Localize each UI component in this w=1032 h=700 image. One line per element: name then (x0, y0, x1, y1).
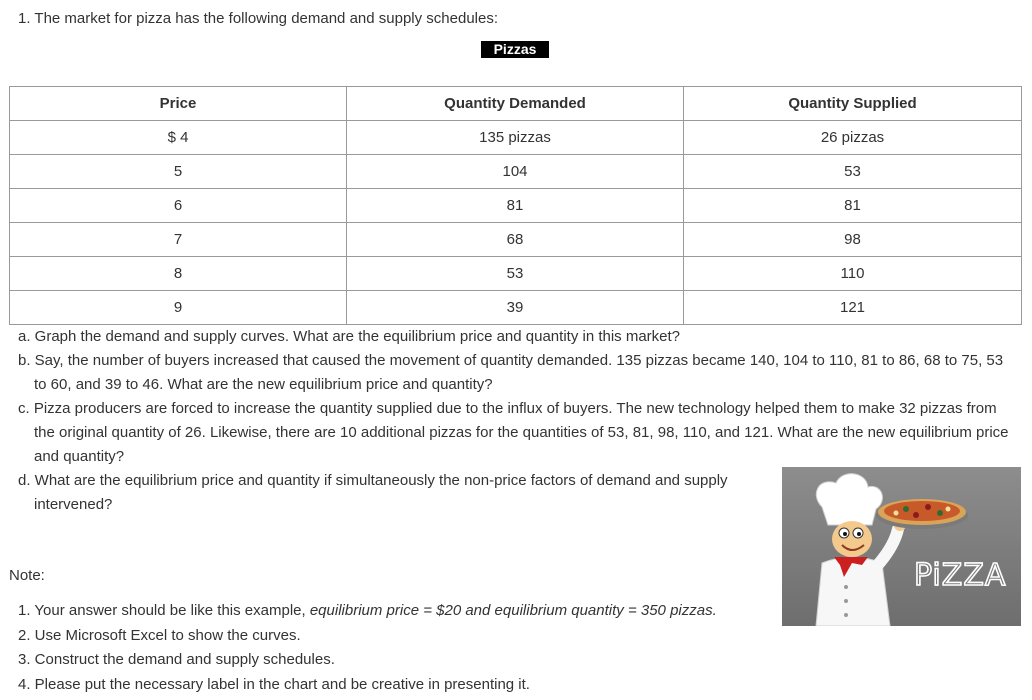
intro-text: 1. The market for pizza has the following demand and supply schedules: (18, 10, 498, 27)
table-row (10, 257, 1022, 291)
cell-qs: 26 pizzas (684, 121, 1022, 155)
schedule-table (9, 86, 1022, 325)
header-quantity-supplied: Quantity Supplied (684, 87, 1022, 121)
table-header-row (10, 87, 1022, 121)
chef-pizza-icon (782, 467, 1021, 626)
pizza-logo-text: PiZZA (914, 558, 1007, 593)
note-label: Note: (9, 567, 45, 584)
cell-qd: 53 (347, 257, 684, 291)
cell-qd: 135 pizzas (347, 121, 684, 155)
table-row (10, 223, 1022, 257)
cell-price: $ 4 (10, 121, 347, 155)
note-list (18, 599, 717, 697)
header-quantity-demanded: Quantity Demanded (347, 87, 684, 121)
cell-qs: 121 (684, 291, 1022, 325)
cell-price: 8 (10, 257, 347, 291)
table-row (10, 121, 1022, 155)
note-1-example: equilibrium price = $20 and equilibrium quantity = 350 pizzas. (309, 602, 717, 619)
cell-price: 6 (10, 189, 347, 223)
cell-qs: 81 (684, 189, 1022, 223)
cell-price: 9 (10, 291, 347, 325)
cell-price: 7 (10, 223, 347, 257)
cell-qs: 110 (684, 257, 1022, 291)
cell-qs: 53 (684, 155, 1022, 189)
question-b: b. Say, the number of buyers increased that caused the movement of quantity demanded. 135 pizzas became 140, 104 to 110, 81 to 86, 68 to 75, 53 to 60, and 39 to 46. What are the new equilibrium price and quantity? (18, 352, 1004, 393)
note-1-prefix: 1. Your answer should be like this example, (18, 602, 310, 619)
table-row (10, 189, 1022, 223)
question-c: c. Pizza producers are forced to increase the quantity supplied due to the influx of buyers. The new technology helped them to make 32 pizzas from the original quantity of 26. Likewise, there are 10 additional pizzas for the quantities of 53, 81, 98, 110, and 121. What are the new equilibrium price and quantity? (18, 400, 1009, 465)
table-row (10, 291, 1022, 325)
cell-qd: 81 (347, 189, 684, 223)
cell-qd: 104 (347, 155, 684, 189)
note-2: 2. Use Microsoft Excel to show the curves. (18, 626, 301, 644)
cell-price: 5 (10, 155, 347, 189)
cell-qd: 68 (347, 223, 684, 257)
header-price: Price (10, 87, 347, 121)
cell-qd: 39 (347, 291, 684, 325)
note-4: 4. Please put the necessary label in the chart and be creative in presenting it. (18, 675, 530, 693)
table-title: Pizzas (481, 41, 549, 58)
cell-qs: 98 (684, 223, 1022, 257)
question-d: d. What are the equilibrium price and quantity if simultaneously the non-price factors of demand and supply intervened? (18, 472, 728, 513)
question-a: a. Graph the demand and supply curves. What are the equilibrium price and quantity in this market? (18, 328, 681, 345)
table-row (10, 155, 1022, 189)
note-1 (18, 599, 717, 624)
note-3: 3. Construct the demand and supply schedules. (18, 651, 335, 668)
